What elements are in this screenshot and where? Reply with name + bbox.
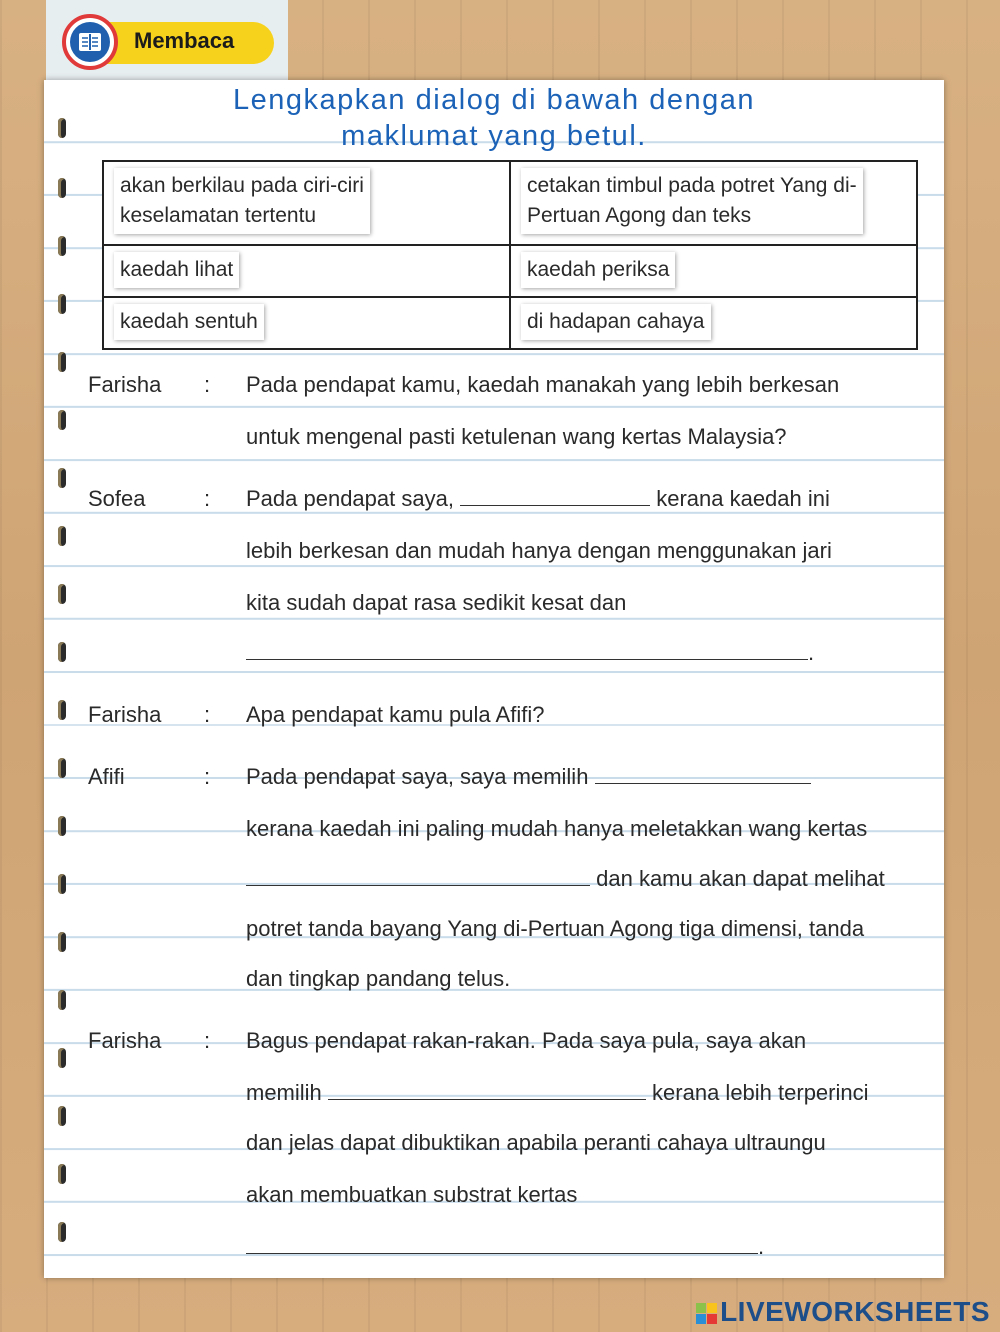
- dialog-text: dan tingkap pandang telus.: [246, 966, 511, 991]
- binder-hole-icon: [58, 526, 66, 546]
- answer-chip-kaedah-lihat[interactable]: kaedah lihat: [114, 252, 239, 288]
- binder-hole-icon: [58, 178, 66, 198]
- dialog-text: lebih berkesan dan mudah hanya dengan menggunakan jari: [246, 538, 832, 563]
- book-reading-icon: [62, 14, 118, 70]
- answer-cell: [103, 161, 510, 245]
- dialog-text: potret tanda bayang Yang di-Pertuan Agong tiga dimensi, tanda: [246, 916, 865, 941]
- colon: :: [204, 702, 211, 727]
- answer-cell: [510, 297, 917, 349]
- colon: :: [204, 1028, 211, 1053]
- answer-blank-5[interactable]: [328, 1081, 646, 1100]
- speaker-name: Sofea: [88, 486, 146, 511]
- binder-hole-icon: [58, 236, 66, 256]
- answer-chip-kaedah-periksa[interactable]: kaedah periksa: [521, 252, 675, 288]
- dialog-text: Pada pendapat kamu, kaedah manakah yang lebih berkesan: [246, 372, 840, 397]
- answer-chip-kaedah-sentuh[interactable]: kaedah sentuh: [114, 304, 264, 340]
- speaker-name: Farisha: [88, 372, 162, 397]
- answer-chip-di-hadapan-cahaya[interactable]: di hadapan cahaya: [521, 304, 711, 340]
- dialog-text: kita sudah dapat rasa sedikit kesat dan: [246, 590, 627, 615]
- binder-hole-icon: [58, 294, 66, 314]
- dialog-text: kerana lebih terperinci: [652, 1080, 869, 1105]
- speaker-name: Farisha: [88, 1028, 162, 1053]
- binder-hole-icon: [58, 1106, 66, 1126]
- answer-bank-table: [102, 160, 918, 350]
- speaker-name: Afifi: [88, 764, 125, 789]
- dialog-line: [246, 640, 814, 666]
- binder-hole-icon: [58, 932, 66, 952]
- worksheet-paper: [44, 80, 944, 1278]
- dialog-text: Bagus pendapat rakan-rakan. Pada saya pula, saya akan: [246, 1028, 807, 1053]
- binder-hole-icon: [58, 1222, 66, 1242]
- dialog-line: [246, 764, 811, 790]
- answer-blank-4[interactable]: [246, 867, 590, 886]
- answer-cell: [103, 245, 510, 297]
- dialog-text: .: [758, 1234, 765, 1259]
- answer-blank-2[interactable]: [246, 641, 808, 660]
- liveworksheets-mark-icon: [696, 1303, 717, 1324]
- colon: :: [204, 486, 211, 511]
- answer-cell: [103, 297, 510, 349]
- dialog-text: memilih: [246, 1080, 322, 1105]
- binder-hole-icon: [58, 816, 66, 836]
- membaca-label: Membaca: [134, 28, 235, 53]
- answer-blank-6[interactable]: [246, 1235, 758, 1254]
- binder-hole-icon: [58, 352, 66, 372]
- title-line-1: Lengkapkan dialog di bawah dengan: [233, 84, 755, 116]
- dialog-text: kerana kaedah ini paling mudah hanya meletakkan wang kertas: [246, 816, 868, 841]
- binder-hole-icon: [58, 642, 66, 662]
- binder-hole-icon: [58, 410, 66, 430]
- answer-blank-3[interactable]: [595, 765, 811, 784]
- dialog-text: dan kamu akan dapat melihat: [596, 866, 885, 891]
- dialog-text: Pada pendapat saya, saya memilih: [246, 764, 589, 789]
- binder-hole-icon: [58, 1164, 66, 1184]
- dialog-text: Pada pendapat saya,: [246, 486, 454, 511]
- answer-chip-cetakan-timbul[interactable]: cetakan timbul pada potret Yang di- Pertuan Agong dan teks: [521, 168, 863, 234]
- binder-hole-icon: [58, 700, 66, 720]
- binder-hole-icon: [58, 1048, 66, 1068]
- binder-hole-icon: [58, 758, 66, 778]
- binder-hole-icon: [58, 990, 66, 1010]
- colon: :: [204, 372, 211, 397]
- speaker-name: Farisha: [88, 702, 162, 727]
- answer-blank-1[interactable]: [460, 487, 650, 506]
- dialog-text: akan membuatkan substrat kertas: [246, 1182, 578, 1207]
- dialog-text: Apa pendapat kamu pula Afifi?: [246, 702, 545, 727]
- dialog-text: dan jelas dapat dibuktikan apabila peranti cahaya ultraungu: [246, 1130, 826, 1155]
- answer-chip-ciri-keselamatan[interactable]: akan berkilau pada ciri-ciri keselamatan tertentu: [114, 168, 370, 234]
- binder-hole-icon: [58, 468, 66, 488]
- dialog-text: kerana kaedah ini: [656, 486, 830, 511]
- dialog-line: [246, 1080, 869, 1106]
- binder-hole-icon: [58, 584, 66, 604]
- title-line-2: maklumat yang betul.: [341, 120, 647, 152]
- answer-cell: [510, 161, 917, 245]
- dialog-line: [246, 486, 830, 512]
- dialog-line: [246, 866, 885, 892]
- liveworksheets-logo[interactable]: [696, 1296, 990, 1328]
- dialog-line: [246, 1234, 764, 1260]
- colon: :: [204, 764, 211, 789]
- logo-text: LIVEWORKSHEETS: [720, 1296, 990, 1327]
- dialog-text: untuk mengenal pasti ketulenan wang kertas Malaysia?: [246, 424, 787, 449]
- dialog-text: .: [808, 640, 815, 665]
- binder-hole-icon: [58, 874, 66, 894]
- answer-cell: [510, 245, 917, 297]
